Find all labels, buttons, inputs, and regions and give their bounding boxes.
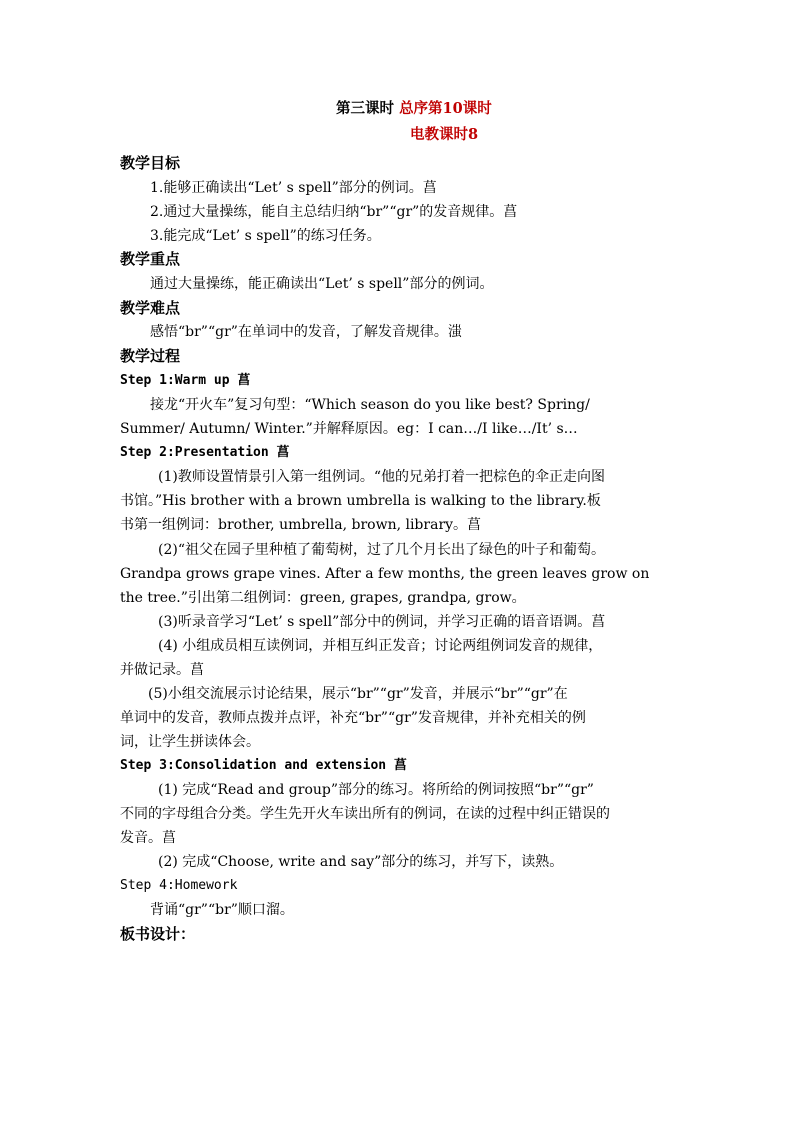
step4-line-1: 背诵“gr”“br”顺口溜。 [150,902,294,918]
step3-title: Step 3:Consolidation and extension 菖 [120,758,407,773]
step1-title: Step 1:Warm up 菖 [120,373,251,388]
step4-title: Step 4:Homework [120,878,238,893]
step2-line-3: 书第一组例词：brother, umbrella, brown, library。菖 [120,517,482,533]
step2-line-1: (1)教师设置情景引入第一组例词。“他的兄弟打着一把棕色的伞正走向图 [158,469,605,485]
goals-heading: 教学目标 [120,154,181,172]
step2-line-2: 书馆。”His brother with a brown umbrella is walking to the library.板 [120,493,601,509]
lesson-title-main: 第三课时 [336,100,394,117]
step2-line-4: (2)“祖父在园子里种植了葡萄树，过了几个月长出了绿色的叶子和葡萄。 [158,542,605,558]
lesson-subtitle: 电教课时8 [410,126,479,143]
board-design-heading: 板书设计： [120,925,196,943]
key-points-heading: 教学重点 [120,250,181,268]
key-points-text: 通过大量操练，能正确读出“Let’ s spell”部分的例词。 [150,276,494,292]
goal-item-2: 2.通过大量操练，能自主总结归纳“br”“gr”的发音规律。菖 [150,204,518,220]
step2-line-12: 词，让学生拼读体会。 [120,734,260,750]
step2-line-6: the tree.”引出第二组例词：green, grapes, grandpa, grow。 [120,590,526,606]
goal-item-1: 1.能够正确读出“Let’ s spell”部分的例词。菖 [150,180,437,196]
process-heading: 教学过程 [120,347,181,365]
step2-line-9: 并做记录。菖 [120,662,204,678]
step3-line-3: 发音。菖 [120,830,176,846]
lesson-title [336,100,492,118]
step2-line-7: (3)听录音学习“Let’ s spell”部分中的例词，并学习正确的语音语调。菖 [158,614,606,630]
step1-line-2: Summer/ Autumn/ Winter.”并解释原因。eg：I can…/I like…/It’ s… [120,421,578,437]
difficulties-heading: 教学难点 [120,299,181,317]
step1-line-1: 接龙“开火车”复习句型：“Which season do you like best? Spring/ [150,397,590,413]
step3-line-2: 不同的字母组合分类。学生先开火车读出所有的例词，在读的过程中纠正错误的 [120,806,610,822]
lesson-title-total: 总序第10课时 [399,100,492,117]
step3-line-1: (1) 完成“Read and group”部分的练习。将所给的例词按照“br”“gr” [158,782,594,798]
difficulties-text: 感悟“br”“gr”在单词中的发音，了解发音规律。滍 [150,324,462,340]
step2-line-10: (5)小组交流展示讨论结果，展示“br”“gr”发音，并展示“br”“gr”在 [148,686,568,702]
step2-title: Step 2:Presentation 菖 [120,445,290,460]
step2-line-8: (4) 小组成员相互读例词，并相互纠正发音；讨论两组例词发音的规律， [158,638,603,654]
step3-line-4: (2) 完成“Choose, write and say”部分的练习，并写下，读熟。 [158,854,564,870]
step2-line-5: Grandpa grows grape vines. After a few months, the green leaves grow on [120,566,650,582]
goal-item-3: 3.能完成“Let’ s spell”的练习任务。 [150,228,381,244]
step2-line-11: 单词中的发音，教师点拨并点评，补充“br”“gr”发音规律，并补充相关的例 [120,710,586,726]
